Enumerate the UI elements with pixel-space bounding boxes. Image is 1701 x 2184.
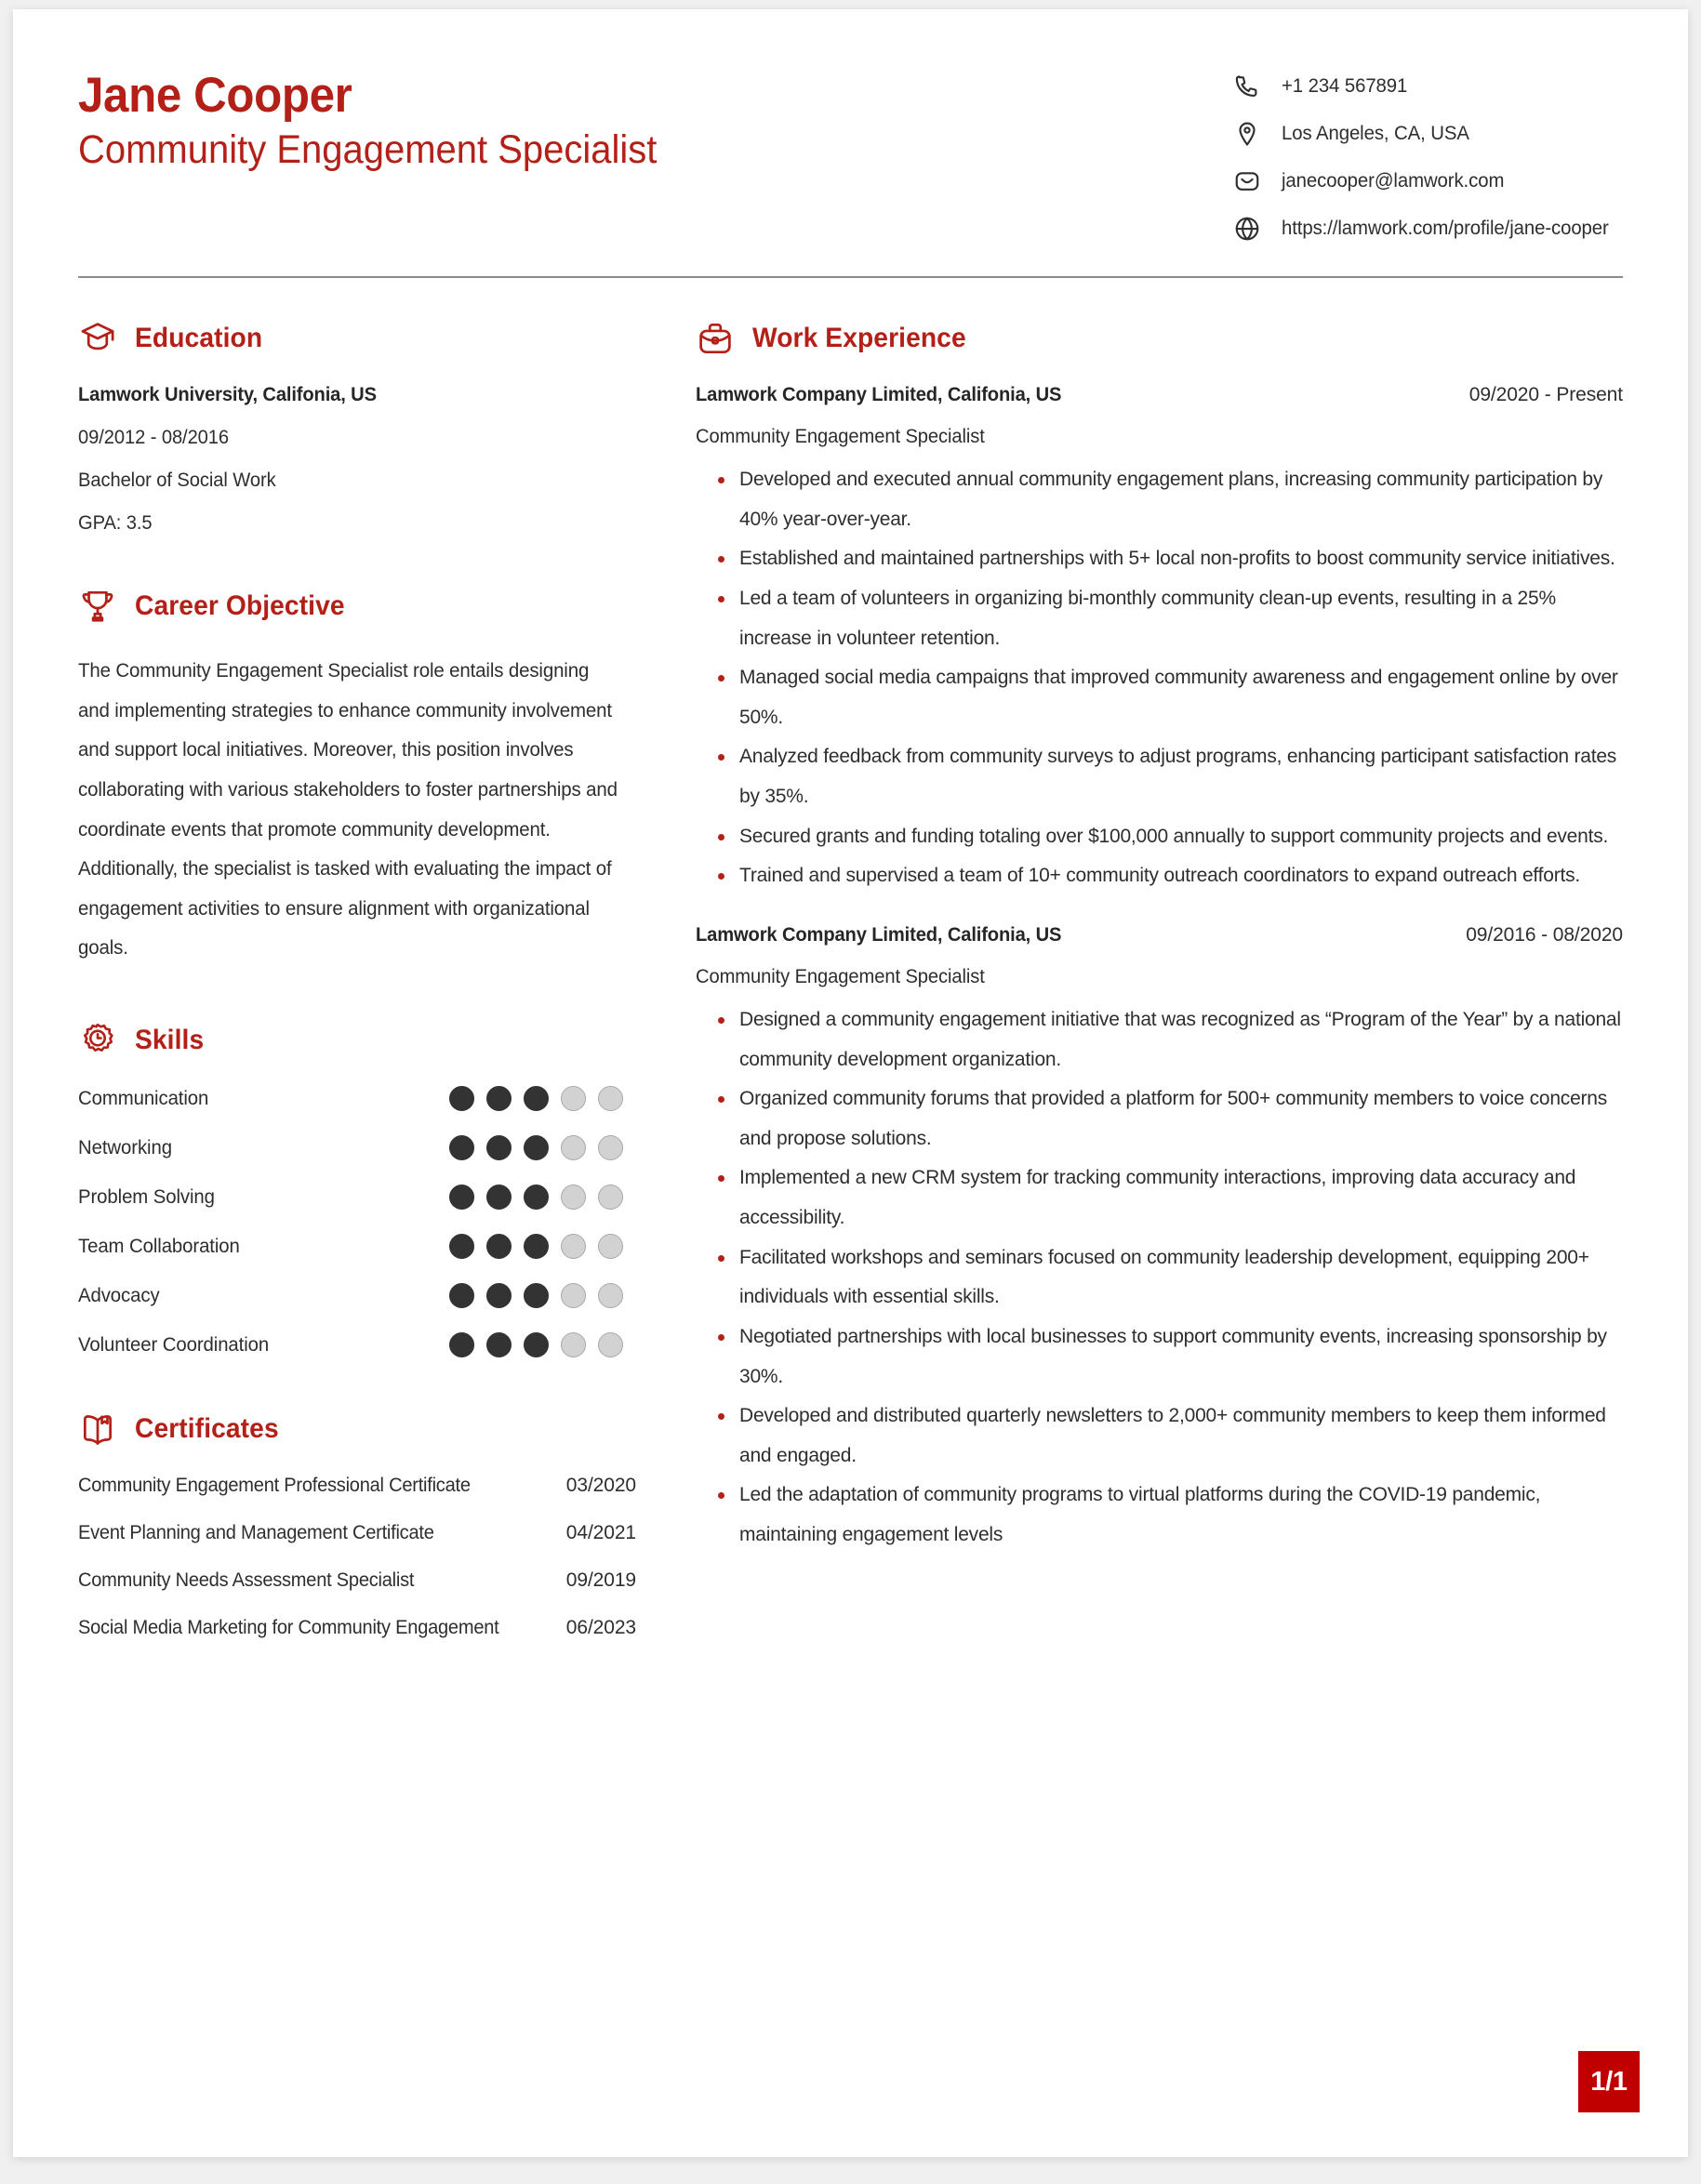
resume-page — [13, 9, 1688, 2157]
rating-dot-filled — [486, 1086, 512, 1111]
graduation-cap-icon — [78, 319, 117, 358]
resume-body — [13, 278, 1688, 1639]
identity-block — [78, 63, 700, 175]
rating-dot-filled — [524, 1135, 549, 1160]
rating-dot-filled — [486, 1185, 512, 1210]
phone-icon — [1233, 73, 1261, 100]
job-role: Community Engagement Specialist — [696, 426, 985, 447]
job-entry — [696, 924, 1623, 1555]
rating-dot-empty — [561, 1283, 586, 1308]
job-bullet: Led the adaptation of community programs to virtual platforms during the COVID-19 pandemic, maintaining engagement levels — [718, 1476, 1623, 1555]
skill-rating-dots — [449, 1135, 636, 1160]
skill-name: Problem Solving — [78, 1185, 215, 1208]
rating-dot-filled — [524, 1283, 549, 1308]
phone-number: +1 234 567891 — [1282, 75, 1408, 97]
job-role: Community Engagement Specialist — [696, 965, 985, 987]
rating-dot-filled — [524, 1234, 549, 1259]
job-header — [696, 924, 1623, 946]
certificates-heading — [78, 1410, 636, 1449]
job-bullet: Trained and supervised a team of 10+ community outreach coordinators to expand outreach efforts. — [718, 856, 1623, 896]
certificate-row — [78, 1569, 636, 1592]
gear-clock-icon — [78, 1021, 117, 1060]
education-organization: Lamwork University, Califonia, US — [78, 384, 377, 405]
rating-dot-empty — [561, 1234, 586, 1259]
career-objective-text: The Community Engagement Specialist role entails designing and implementing strategies to enhance community involvement and support local initiatives. Moreover, this position involves collaborating with various stakeholders to foster partnerships and coordinate events that promote community development. Additionally, the specialist is tasked with evaluating the impact of engagement activities to ensure alignment with organizational goals. — [78, 660, 618, 960]
skill-name: Communication — [78, 1087, 209, 1109]
rating-dot-filled — [486, 1234, 512, 1259]
rating-dot-empty — [561, 1185, 586, 1210]
rating-dot-empty — [598, 1332, 623, 1357]
skills-section — [78, 1021, 636, 1357]
job-bullet: Organized community forums that provided a platform for 500+ community members to voice concerns and propose solutions. — [718, 1079, 1623, 1158]
jobs-list — [696, 384, 1623, 1555]
website-url: https://lamwork.com/profile/jane-cooper — [1282, 218, 1610, 239]
job-dates: 09/2020 - Present — [1468, 384, 1623, 405]
certificate-date: 09/2019 — [565, 1569, 636, 1591]
page-number-badge: 1/1 — [1578, 2051, 1640, 2112]
career-objective-section — [78, 587, 636, 969]
job-organization: Lamwork Company Limited, Califonia, US — [696, 923, 1062, 946]
certificates-list — [78, 1475, 636, 1639]
work-experience-title: Work Experience — [752, 323, 966, 353]
skill-name: Volunteer Coordination — [78, 1333, 270, 1356]
certificate-name: Community Engagement Professional Certificate — [78, 1475, 471, 1496]
education-title: Education — [135, 323, 263, 353]
job-bullet-list — [696, 1000, 1623, 1555]
skill-row — [78, 1135, 636, 1160]
certificate-name: Event Planning and Management Certificate — [78, 1522, 434, 1543]
job-bullet-list — [696, 460, 1623, 896]
location-text: Los Angeles, CA, USA — [1282, 123, 1470, 144]
skill-rating-dots — [449, 1332, 636, 1357]
rating-dot-empty — [598, 1086, 623, 1111]
skill-row — [78, 1234, 636, 1259]
education-degree: Bachelor of Social Work — [78, 470, 276, 491]
location-pin-icon — [1233, 120, 1261, 148]
education-section — [78, 319, 636, 535]
job-bullet: Implemented a new CRM system for tracking community interactions, improving data accuracy and accessibility. — [718, 1158, 1623, 1238]
certificate-row — [78, 1617, 636, 1639]
work-experience-heading — [696, 319, 1623, 358]
job-dates: 09/2016 - 08/2020 — [1466, 923, 1623, 946]
open-book-icon — [78, 1410, 117, 1449]
skill-rating-dots — [449, 1185, 636, 1210]
certificate-date: 03/2020 — [565, 1475, 636, 1496]
education-gpa: GPA: 3.5 — [78, 512, 153, 534]
rating-dot-filled — [486, 1332, 512, 1357]
globe-icon — [1233, 215, 1261, 243]
skill-row — [78, 1283, 636, 1308]
rating-dot-empty — [598, 1135, 623, 1160]
rating-dot-empty — [561, 1086, 586, 1111]
contact-row-location — [1233, 120, 1619, 148]
rating-dot-empty — [561, 1332, 586, 1357]
rating-dot-filled — [486, 1135, 512, 1160]
certificates-section — [78, 1410, 636, 1639]
rating-dot-filled — [449, 1234, 474, 1259]
education-heading — [78, 319, 636, 358]
skill-name: Networking — [78, 1136, 172, 1158]
skill-name: Team Collaboration — [78, 1235, 240, 1257]
skill-rating-dots — [449, 1234, 636, 1259]
job-bullet: Led a team of volunteers in organizing bi-monthly community clean-up events, resulting in a 25% increase in volunteer retention. — [718, 579, 1623, 658]
candidate-job-title: Community Engagement Specialist — [78, 127, 658, 173]
job-bullet: Analyzed feedback from community surveys to adjust programs, enhancing participant satisfaction rates by 35%. — [718, 737, 1623, 816]
resume-header — [13, 9, 1688, 243]
skill-rating-dots — [449, 1086, 636, 1111]
job-bullet: Managed social media campaigns that improved community awareness and engagement online by over 50%. — [718, 658, 1623, 737]
rating-dot-filled — [449, 1185, 474, 1210]
briefcase-icon — [696, 319, 735, 358]
certificate-date: 04/2021 — [565, 1522, 636, 1543]
envelope-icon — [1233, 167, 1261, 195]
job-header — [696, 384, 1623, 406]
email-address: janecooper@lamwork.com — [1282, 170, 1505, 192]
skills-list — [78, 1086, 636, 1357]
rating-dot-filled — [449, 1283, 474, 1308]
rating-dot-filled — [449, 1135, 474, 1160]
work-experience-section — [696, 319, 1623, 1555]
job-bullet: Developed and executed annual community engagement plans, increasing community participation by 40% year-over-year. — [718, 460, 1623, 539]
certificate-name: Social Media Marketing for Community Engagement — [78, 1617, 499, 1638]
certificate-row — [78, 1475, 636, 1497]
contact-info-list — [1233, 63, 1623, 243]
job-bullet: Established and maintained partnerships with 5+ local non-profits to boost community service initiatives. — [718, 539, 1623, 579]
job-entry — [696, 384, 1623, 896]
rating-dot-filled — [524, 1086, 549, 1111]
certificate-date: 06/2023 — [565, 1617, 636, 1638]
contact-row-phone — [1233, 73, 1619, 100]
job-bullet: Facilitated workshops and seminars focused on community leadership development, equipping 200+ individuals with essential skills. — [718, 1238, 1623, 1317]
career-objective-heading — [78, 587, 636, 626]
job-bullet: Developed and distributed quarterly newsletters to 2,000+ community members to keep them informed and engaged. — [718, 1396, 1623, 1476]
trophy-icon — [78, 587, 117, 626]
rating-dot-empty — [561, 1135, 586, 1160]
skills-heading — [78, 1021, 636, 1060]
rating-dot-filled — [486, 1283, 512, 1308]
skill-name: Advocacy — [78, 1284, 160, 1306]
job-bullet: Designed a community engagement initiative that was recognized as “Program of the Year” by a national community development organization. — [718, 1000, 1623, 1079]
rating-dot-filled — [524, 1185, 549, 1210]
rating-dot-filled — [449, 1332, 474, 1357]
certificate-name: Community Needs Assessment Specialist — [78, 1569, 415, 1591]
rating-dot-empty — [598, 1234, 623, 1259]
job-organization: Lamwork Company Limited, Califonia, US — [696, 384, 1062, 405]
rating-dot-empty — [598, 1185, 623, 1210]
education-dates: 09/2012 - 08/2016 — [78, 427, 230, 448]
job-bullet: Negotiated partnerships with local businesses to support community events, increasing sponsorship by 30%. — [718, 1317, 1623, 1396]
rating-dot-empty — [598, 1283, 623, 1308]
skill-row — [78, 1086, 636, 1111]
skill-rating-dots — [449, 1283, 636, 1308]
career-objective-title: Career Objective — [135, 590, 345, 621]
rating-dot-filled — [524, 1332, 549, 1357]
candidate-name: Jane Cooper — [78, 68, 352, 123]
skills-title: Skills — [135, 1025, 205, 1055]
job-bullet: Secured grants and funding totaling over $100,000 annually to support community projects and events. — [718, 817, 1623, 857]
left-column — [78, 319, 636, 1639]
contact-row-website — [1233, 215, 1619, 243]
certificates-title: Certificates — [135, 1413, 279, 1444]
right-column — [696, 319, 1623, 1565]
rating-dot-filled — [449, 1086, 474, 1111]
skill-row — [78, 1332, 636, 1357]
contact-row-email — [1233, 167, 1619, 195]
certificate-row — [78, 1522, 636, 1544]
skill-row — [78, 1185, 636, 1210]
